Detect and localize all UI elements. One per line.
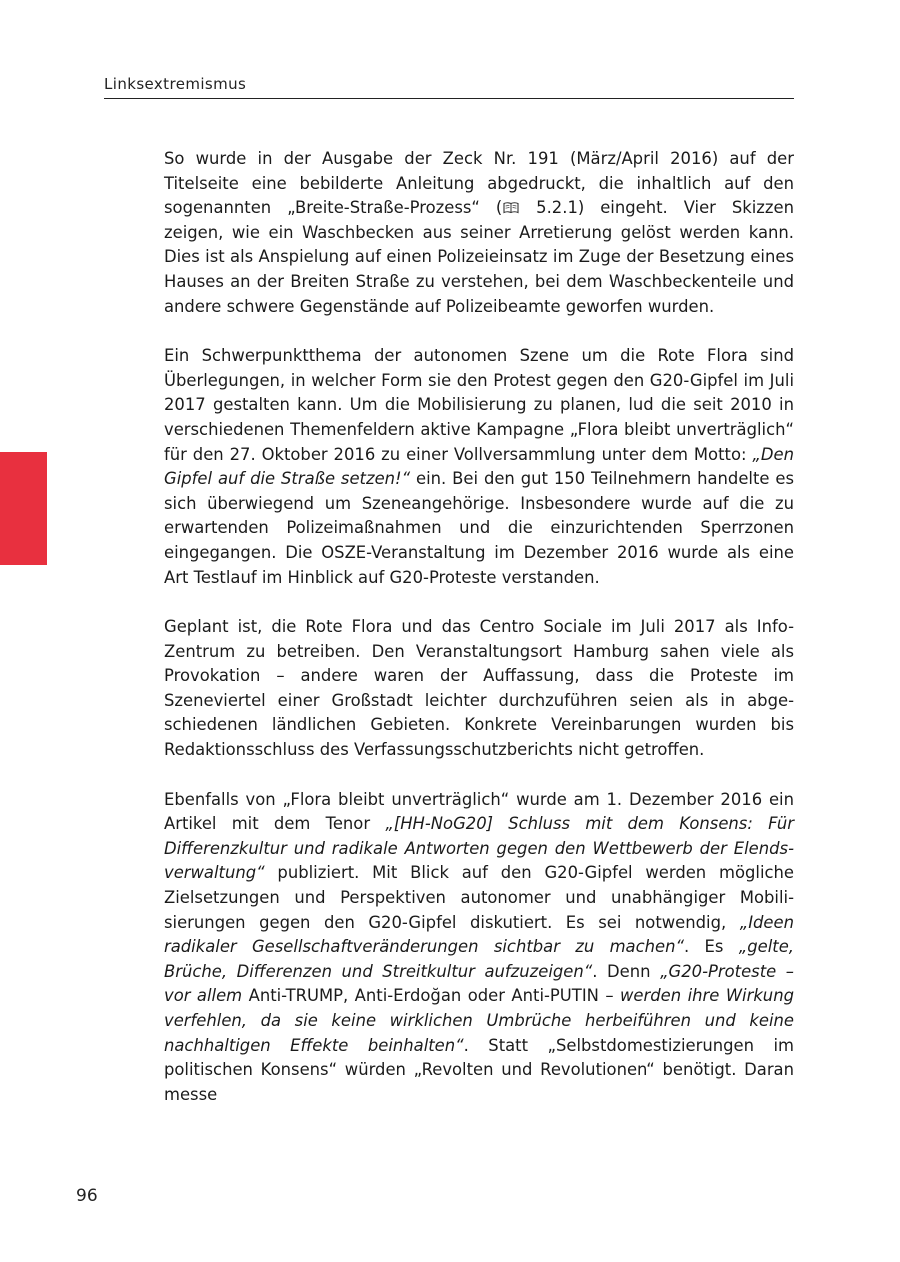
paragraph-2: Ein Schwerpunktthema der autonomen Szene um die Rote Flora sind Überlegungen, in welcher Form sie den Protest gegen den G20-Gipfel im Juli 2017 gestalten kann. Um die Mobilisierung zu planen, lud die seit 2010 in verschiedenen Themenfeldern aktive Kampagne „Flora bleibt unverträglich“ für den 27. Oktober 2016 zu einer Vollversammlung unter dem Motto: „Den Gipfel auf die Straße setzen!“ ein. Bei den gut 150 Teilnehmern handelte es sich überwiegend um Szeneangehörige. Insbesondere wurde auf die zu erwartenden Polizeimaßnahmen und die einzurichtenden Sperrzonen eingegangen. Die OSZE-Veranstaltung im Dezember 2016 wurde als eine Art Testlauf im Hinblick auf G20-Proteste verstanden. — [164, 346, 794, 587]
body-text — [164, 147, 794, 1132]
quote-differences: „gelte, Brüche, Differenzen und Streitkultur aufzuzeigen“ — [164, 937, 794, 981]
quote-protests: „G20-Proteste – vor allem — [164, 961, 794, 1006]
quote-motto: „Den Gipfel auf die Straße setzen!“ — [164, 444, 794, 489]
paragraph-1: So wurde in der Ausgabe der Zeck Nr. 191 (März/April 2016) auf der Titelseite eine bebilderte Anleitung abgedruckt, die inhaltlich auf den sogenannten „Breite-Straße-Prozess“ ( 5.2.1) eingeht. Vier Skizzen zeigen, wie ein Waschbecken aus seiner Arretierung gelöst werden kann. Dies ist als Anspielung auf einen Polizeieinsatz im Zuge der Besetzung eines Hauses an der Breiten Straße zu verstehen, bei dem Waschbeckenteile und andere schwere Gegenstände auf Polizeibeamte geworfen wurden. — [164, 149, 794, 316]
header-rule — [104, 98, 794, 99]
quote-effects: werden ihre Wirkung verfehlen, da sie keine wirklichen Umbrüche herbeiführen und keine nachhaltigen Effekte beinhalten“ — [164, 986, 794, 1055]
section-marker — [0, 452, 47, 565]
quote-article-title: „[HH-NoG20] Schluss mit dem Konsens: Für Differenzkultur und radikale Antworten gegen den Wettbewerb der Elendsverwaltung“ — [164, 814, 795, 883]
page-number: 96 — [76, 1186, 98, 1206]
book-icon — [503, 201, 519, 214]
running-head: Linksextremismus — [104, 75, 247, 93]
paragraph-4: Ebenfalls von „Flora bleibt unverträglich“ wurde am 1. Dezember 2016 ein Artikel mit dem Tenor „[HH-NoG20] Schluss mit dem Konsens: Für Differenzkultur und radikale Antworten gegen den Wettbewerb der Elendsverwaltung“ publiziert. Mit Blick auf den G20-Gipfel werden mögliche Zielsetzungen und Perspektiven autonomer und unabhängiger Mobilisierungen gegen den G20-Gipfel diskutiert. Es sei notwendig, „Ideen radikaler Gesellschaftveränderungen sichtbar zu machen“. Es „gelte, Brüche, Differenzen und Streitkultur aufzuzeigen“. Denn „G20-Proteste – vor allem Anti-TRUMP, Anti-Erdoğan oder Anti-PUTIN – werden ihre Wirkung verfehlen, da sie keine wirklichen Umbrüche herbeiführen und keine nachhaltigen Effekte beinhalten“. Statt „Selbstdomestizierungen im politischen Konsens“ würden „Revolten und Revolutionen“ benötigt. Daran messe — [164, 789, 795, 1104]
paragraph-3: Geplant ist, die Rote Flora und das Centro Sociale im Juli 2017 als Info-Zentrum zu betreiben. Den Veranstaltungsort Hamburg sahen viele als Provokation – andere waren der Auffassung, dass die Proteste im Szeneviertel einer Großstadt leichter durchzuführen seien als in abgeschiedenen ländlichen Gebieten. Konkrete Vereinbarungen wurden bis Redaktionsschluss des Verfassungsschutzberichts nicht getroffen. — [164, 617, 794, 760]
quote-ideas: „Ideen radikaler Gesellschaftveränderungen sichtbar zu machen“ — [164, 912, 794, 957]
